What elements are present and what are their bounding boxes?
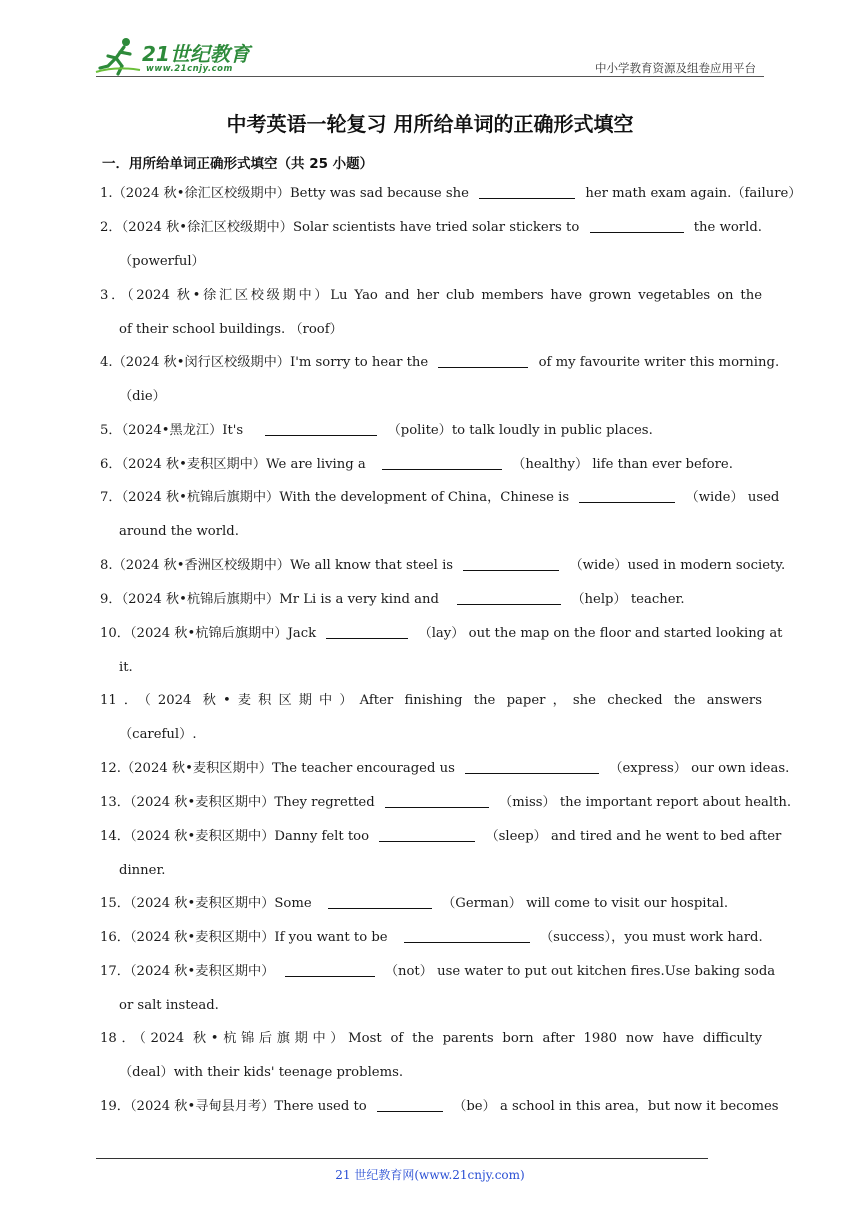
question-line	[100, 481, 780, 515]
question-line	[100, 786, 792, 820]
question-text: （wide）used in modern society.	[569, 558, 786, 573]
question-10	[100, 617, 783, 685]
site-logo[interactable]	[96, 36, 266, 76]
question-line-continued: （die）	[119, 389, 166, 404]
answer-blank[interactable]	[590, 218, 684, 233]
answer-blank[interactable]	[285, 962, 375, 977]
question-19	[100, 1090, 779, 1124]
header-platform-name: 中小学教育资源及组卷应用平台	[595, 61, 756, 75]
question-13	[100, 786, 792, 820]
question-line	[100, 448, 762, 482]
question-text: 6．（2024 秋•麦积区期中）We are living a	[100, 457, 366, 472]
question-text: （success），you must work hard.	[539, 930, 763, 945]
question-line: 3．（2024 秋•徐汇区校级期中）Lu Yao and her club members have grown vegetables on the	[100, 288, 762, 303]
question-text: 4.（2024 秋•闵行区校级期中）I'm sorry to hear the	[100, 355, 429, 370]
answer-blank[interactable]	[465, 759, 599, 774]
question-line	[100, 583, 762, 617]
question-text: 10．（2024 秋•杭锦后旗期中）Jack	[100, 626, 317, 641]
page-title: 中考英语一轮复习 用所给单词的正确形式填空	[226, 112, 634, 136]
question-line	[100, 921, 762, 955]
question-text: （lay） out the map on the floor and started looking at	[418, 626, 783, 641]
question-line	[100, 177, 802, 211]
question-line-continued: dinner.	[119, 863, 166, 878]
question-text: 5．（2024•黑龙江）It's	[100, 423, 244, 438]
question-text: 2．（2024 秋•徐汇区校级期中）Solar scientists have tried solar stickers to	[100, 220, 580, 235]
question-text: of my favourite writer this morning.	[538, 355, 780, 370]
question-9	[100, 583, 762, 617]
answer-blank[interactable]	[438, 353, 528, 368]
question-12	[100, 752, 790, 786]
question-15	[100, 887, 762, 921]
question-line	[100, 1090, 779, 1124]
answer-blank[interactable]	[265, 421, 377, 436]
question-line	[100, 955, 776, 989]
answer-blank[interactable]	[463, 556, 559, 571]
question-text: 12.（2024 秋•麦积区期中）The teacher encouraged us	[100, 761, 455, 776]
page-header	[96, 32, 764, 78]
question-text: 1.（2024 秋•徐汇区校级期中）Betty was sad because she	[100, 186, 469, 201]
question-line	[100, 549, 786, 583]
question-line: 18．（2024 秋•杭锦后旗期中）Most of the parents born after 1980 now have difficulty	[100, 1031, 762, 1046]
question-text: 8.（2024 秋•香洲区校级期中）We all know that steel is	[100, 558, 454, 573]
answer-blank[interactable]	[379, 827, 475, 842]
question-line-continued: （powerful）	[119, 254, 205, 269]
question-text: her math exam again.（failure）	[585, 186, 802, 201]
question-text: （polite）to talk loudly in public places.	[387, 423, 653, 438]
answer-blank[interactable]	[404, 928, 530, 943]
question-line-continued: it.	[119, 660, 133, 675]
question-2	[100, 211, 762, 279]
question-4	[100, 346, 780, 414]
question-5	[100, 414, 762, 448]
question-text: 14．（2024 秋•麦积区期中）Danny felt too	[100, 829, 370, 844]
question-text: 7．（2024 秋•杭锦后旗期中）With the development of China，Chinese is	[100, 490, 570, 505]
question-text: （healthy） life than ever before.	[512, 457, 733, 472]
question-7	[100, 481, 780, 549]
question-line	[100, 820, 782, 854]
answer-blank[interactable]	[579, 488, 675, 503]
question-18	[100, 1022, 762, 1090]
question-line	[100, 346, 780, 380]
question-line	[100, 887, 762, 921]
question-17	[100, 955, 776, 1023]
question-text: 17．（2024 秋•麦积区期中）	[100, 964, 275, 979]
answer-blank[interactable]	[377, 1097, 443, 1112]
question-line	[100, 617, 783, 651]
footer-link[interactable]: 21 世纪教育网(www.21cnjy.com)	[335, 1168, 525, 1182]
question-text: （sleep） and tired and he went to bed after	[485, 829, 782, 844]
question-16	[100, 921, 762, 955]
question-text: 19．（2024 秋•寻甸县月考）There used to	[100, 1099, 367, 1114]
question-text: 9．（2024 秋•杭锦后旗期中）Mr Li is a very kind and	[100, 592, 439, 607]
question-text: （wide） used	[685, 490, 780, 505]
question-6	[100, 448, 762, 482]
question-text: （miss） the important report about health.	[499, 795, 792, 810]
question-text: （be） a school in this area，but now it becomes	[453, 1099, 779, 1114]
question-text: the world.	[693, 220, 762, 235]
question-line	[100, 211, 762, 245]
question-text: （German） will come to visit our hospital.	[442, 896, 729, 911]
question-text: 15．（2024 秋•麦积区期中）Some	[100, 896, 312, 911]
header-divider	[96, 76, 764, 77]
question-text: 16．（2024 秋•麦积区期中）If you want to be	[100, 930, 388, 945]
answer-blank[interactable]	[479, 184, 575, 199]
answer-blank[interactable]	[382, 455, 502, 470]
footer-divider	[96, 1158, 708, 1159]
section-heading: 一．用所给单词正确形式填空（共 25 小题）	[102, 156, 374, 172]
answer-blank[interactable]	[326, 624, 408, 639]
question-line: 11．（2024 秋•麦积区期中）After finishing the paper，she checked the answers	[100, 693, 762, 708]
question-text: （express） our own ideas.	[609, 761, 790, 776]
question-14	[100, 820, 782, 888]
answer-blank[interactable]	[457, 590, 561, 605]
question-1	[100, 177, 802, 211]
question-11	[100, 684, 762, 752]
question-text: 13．（2024 秋•麦积区期中）They regretted	[100, 795, 375, 810]
question-8	[100, 549, 786, 583]
question-text: （help） teacher.	[571, 592, 685, 607]
answer-blank[interactable]	[385, 793, 489, 808]
question-line-continued: around the world.	[119, 524, 239, 539]
question-text: （not） use water to put out kitchen fires.Use baking soda	[384, 964, 776, 979]
question-line-continued: （deal）with their kids' teenage problems.	[119, 1065, 404, 1080]
question-line-continued: of their school buildings. （roof）	[119, 322, 343, 337]
answer-blank[interactable]	[328, 894, 432, 909]
question-line	[100, 752, 790, 786]
question-line-continued: or salt instead.	[119, 998, 219, 1013]
runner-logo-icon	[96, 36, 142, 76]
question-line-continued: （careful）.	[119, 727, 197, 742]
logo-wordmark: 21世纪教育	[142, 42, 250, 66]
logo-url: www.21cnjy.com	[146, 64, 233, 74]
question-line	[100, 414, 762, 448]
question-3	[100, 279, 762, 347]
